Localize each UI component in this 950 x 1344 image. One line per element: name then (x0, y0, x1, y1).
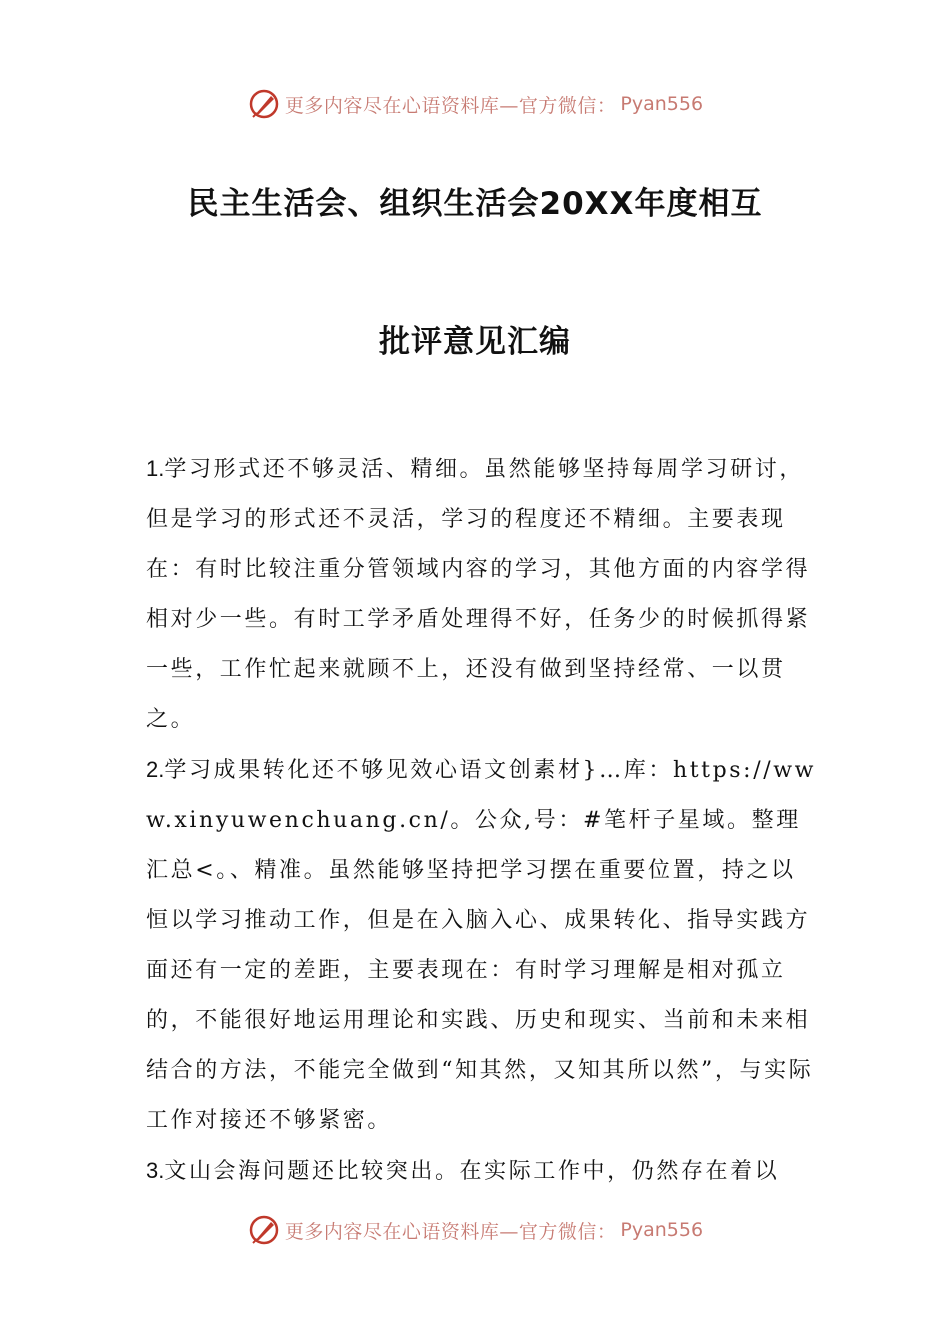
watermark-handle: Pyan556 (620, 1219, 704, 1241)
paragraph-number: 3. (146, 1158, 165, 1183)
paragraph-text: 学习成果转化还不够见效心语文创素材}…库：https://www.xinyuwenchuang.cn/。公众,号：#笔杆子星域。整理汇总<。、精准。虽然能够坚持把学习摆在重要位置，持之以恒以学习推动工作，但是在入脑入心、成果转化、指导实践方面还有一定的差距，主要表现在：有时学习理解是相对孤立的，不能很好地运用理论和实践、历史和现实、当前和未来相结合的方法，不能完全做到“知其然，又知其所以然”，与实际工作对接还不够紧密。 (146, 758, 817, 1133)
watermark-banner-top (0, 84, 950, 124)
watermark-text: 更多内容尽在心语资料库—官方微信： (284, 1220, 617, 1243)
quill-logo-icon (247, 87, 281, 121)
document-title-line-1: 民主生活会、组织生活会20XX年度相互 (187, 186, 763, 222)
paragraph-text: 文山会海问题还比较突出。在实际工作中，仍然存在着以 (164, 1159, 780, 1184)
watermark-handle: Pyan556 (620, 93, 704, 115)
document-body (146, 444, 818, 1197)
quill-logo-icon (247, 1213, 281, 1247)
paragraph-text: 学习形式还不够灵活、精细。虽然能够坚持每周学习研讨，但是学习的形式还不灵活，学习的程度还不精细。主要表现在：有时比较注重分管领域内容的学习，其他方面的内容学得相对少一些。有时工学矛盾处理得不好，任务少的时候抓得紧一些，工作忙起来就顾不上，还没有做到坚持经常、一以贯之。 (146, 457, 811, 732)
paragraph-number: 1. (146, 456, 165, 481)
document-title-line-2: 批评意见汇编 (379, 324, 571, 360)
watermark-text: 更多内容尽在心语资料库—官方微信： (284, 94, 617, 117)
paragraph-1 (146, 444, 818, 745)
watermark-banner-bottom (0, 1210, 950, 1250)
paragraph-3 (146, 1146, 818, 1197)
paragraph-2 (146, 745, 818, 1146)
paragraph-number: 2. (146, 757, 165, 782)
